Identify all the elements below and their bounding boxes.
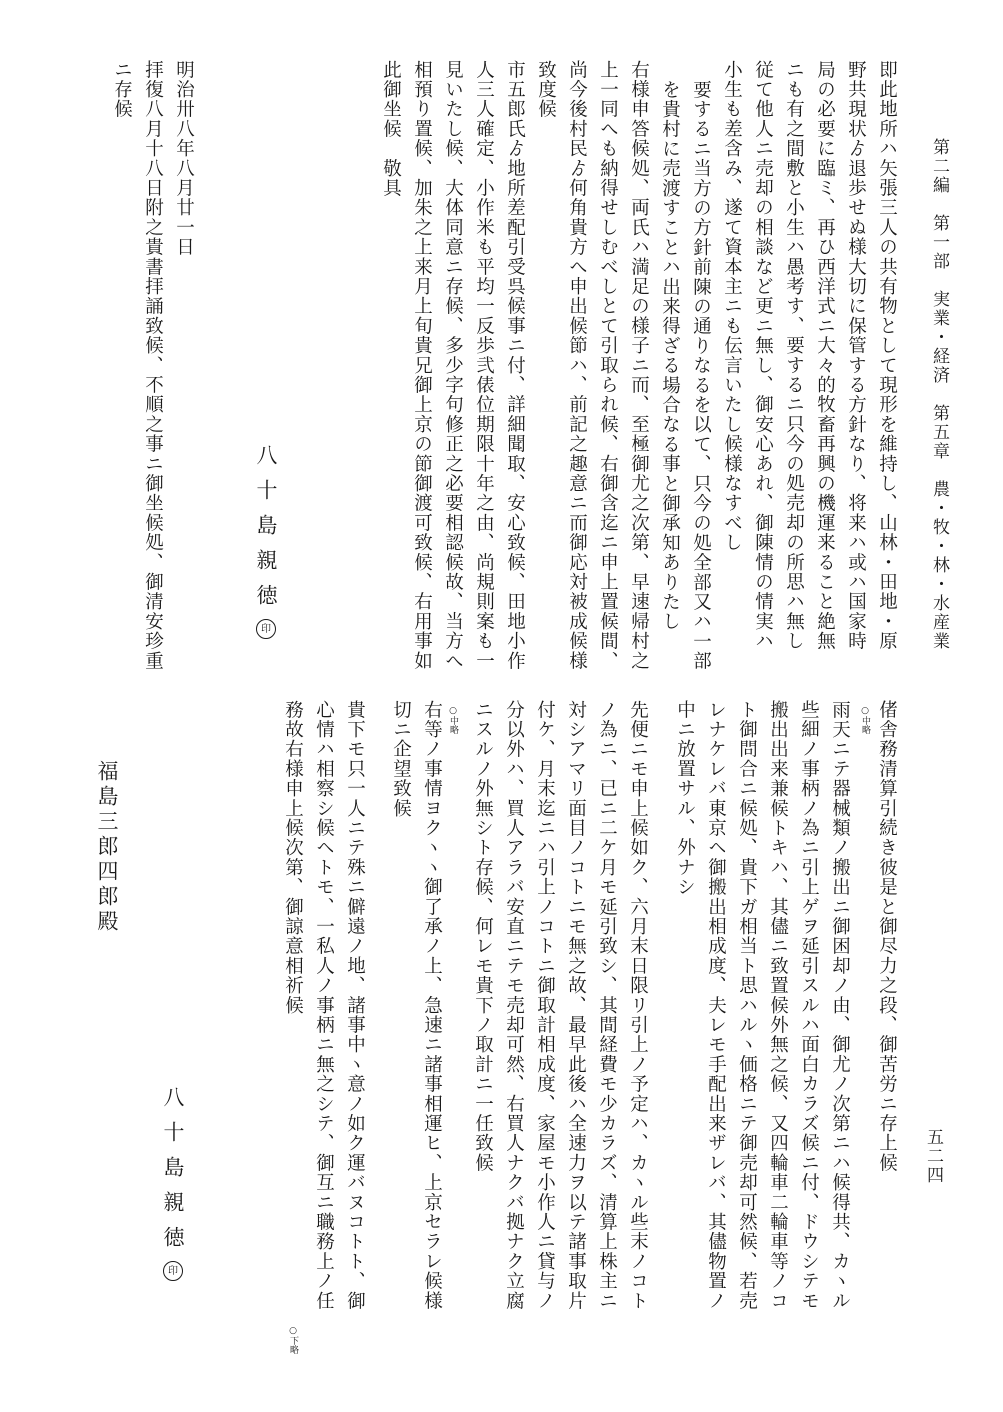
text-column: レナケレバ東京ヘ御搬出相成度、夫レモ手配出来ザレバ、其儘物置ノ bbox=[705, 700, 727, 1311]
text-column: ニも有之間敷と小生ハ愚考す、要するニ只今の処売却の所思ハ無し bbox=[783, 60, 805, 651]
page-number: 五二四 bbox=[923, 1128, 943, 1185]
omission-mark: ○中略 bbox=[860, 706, 870, 734]
text-column: 市五郎氏ゟ地所差配引受呉候事ニ付、詳細聞取、安心致候、田地小作 bbox=[504, 60, 526, 671]
text-column: 野共現状ゟ退歩せぬ様大切に保管する方針なり、将来ハ或ハ国家時 bbox=[845, 60, 867, 651]
text-column: を貴村に売渡すことハ出来得ざる場合なる事と御承知ありたし bbox=[659, 80, 681, 632]
text-column: 務故右様申上候次第、御諒意相祈候 bbox=[282, 700, 304, 1016]
text-column: 分以外ハ、買人アラバ安直ニテモ売却可然、右買人ナクバ拠ナク立腐 bbox=[503, 700, 525, 1311]
text-column: ニ存候 bbox=[111, 60, 133, 120]
seal-stamp: 印 bbox=[163, 1261, 183, 1281]
letter-date: 明治卅八年八月廿一日 bbox=[173, 60, 195, 257]
text-column: 貴下モ只一人ニテ殊ニ僻遠ノ地、諸事中ヽ意ノ如ク運バヌコトト、御 bbox=[344, 700, 366, 1311]
text-column: 従て他人ニ売却の相談など更ニ無し、御安心あれ、御陳情の情実ハ bbox=[752, 60, 774, 651]
signature-name: 八十島親徳 bbox=[161, 1086, 185, 1261]
text-column: 搬出出来兼候トキハ、其儘ニ致置候外無之候、又四輪車二輪車等ノコ bbox=[767, 700, 789, 1311]
addressee: 福島三郎四郎殿 bbox=[95, 760, 119, 935]
text-column: 小生も差含み、遂て資本主ニも伝言いたし候様なすべし bbox=[721, 60, 743, 553]
text-column: 雨天ニテ器械類ノ搬出ニ御困却ノ由、御尤ノ次第ニハ候得共、カヽル bbox=[829, 700, 851, 1311]
text-column: ト御問合ニ候処、貴下ガ相当ト思ハルヽ価格ニテ御売却可然候、若売 bbox=[736, 700, 758, 1311]
text-column: 右様申答候処、両氏ハ満足の様子ニ而、至極御尤之次第、早速帰村之 bbox=[628, 60, 650, 671]
text-column: 右等ノ事情ヨクヽヽ御了承ノ上、急速ニ諸事相運ヒ、上京セラレ候様 bbox=[421, 700, 443, 1311]
text-column: 見いたし候、大体同意ニ存候、多少字句修正之必要相認候故、当方へ bbox=[442, 60, 464, 671]
seal-stamp: 印 bbox=[256, 619, 276, 639]
text-column: 偖舎務清算引続き彼是と御尽力之段、御苦労ニ存上候 bbox=[876, 700, 898, 1173]
signature-name: 八十島親徳 bbox=[254, 444, 278, 619]
text-column: 中ニ放置サル、外ナシ bbox=[674, 700, 696, 897]
text-column: ニスルノ外無シト存候、何レモ貴下ノ取計ニ一任致候 bbox=[472, 700, 494, 1173]
text-column: 致度候 bbox=[535, 60, 557, 120]
text-column: 局の必要に臨ミ、再ひ西洋式ニ大々的牧畜再興の機運来ること絶無 bbox=[814, 60, 836, 651]
text-column: 心情ハ相察シ候ヘトモ、一私人ノ事柄ニ無之シテ、御互ニ職務上ノ任 bbox=[313, 700, 335, 1311]
text-column: 些細ノ事柄ノ為ニ引上ゲヲ延引スルハ面白カラズ候ニ付、ドウシテモ bbox=[798, 700, 820, 1311]
text-column: 人三人確定、小作米も平均一反歩弐俵位期限十年之由、尚規則案も一 bbox=[473, 60, 495, 671]
text-column: 付ケ、月末迄ニハ引上ノコトニ御取計相成度、家屋モ小作人ニ貸与ノ bbox=[534, 700, 556, 1311]
text-column: ノ為ニ、已ニ二ケ月モ延引致シ、其間経費モ少カラズ、清算上株主ニ bbox=[596, 700, 618, 1311]
omission-mark: ○中略 bbox=[448, 706, 458, 734]
running-head: 第二編 第一部 実業・経済 第五章 農・牧・林・水産業 bbox=[929, 138, 949, 651]
text-column: 先便ニモ申上候如ク、六月末日限リ引上ノ予定ハ、カヽル些末ノコト bbox=[627, 700, 649, 1311]
text-column: 此御坐候 敬具 bbox=[380, 60, 402, 198]
signature bbox=[162, 1086, 183, 1281]
text-column: 即此地所ハ矢張三人の共有物として現形を維持し、山林・田地・原 bbox=[876, 60, 898, 651]
text-column: 切ニ企望致候 bbox=[390, 700, 412, 819]
text-column: 要するニ当方の方針前陳の通りなるを以て、只今の処全部又ハ一部 bbox=[690, 80, 712, 671]
text-column: 上一同へも納得せしむべしとて引取られ候、右御含迄ニ申上置候間、 bbox=[597, 60, 619, 671]
signature bbox=[255, 444, 276, 639]
text-column: 対シアマリ面目ノコトニモ無之故、最早此後ハ全速力ヲ以テ諸事取片 bbox=[565, 700, 587, 1311]
text-column: 拝復八月十八日附之貴書拝誦致候、不順之事ニ御坐候処、御清安珍重 bbox=[142, 60, 164, 671]
text-column: 相預り置候、加朱之上来月上旬貴兄御上京の節御渡可致候、右用事如 bbox=[411, 60, 433, 671]
omission-mark: ○下略 bbox=[288, 1326, 298, 1354]
text-column: 尚今後村民ゟ何角貴方へ申出候節ハ、前記之趣意ニ而御応対被成候様 bbox=[566, 60, 588, 671]
